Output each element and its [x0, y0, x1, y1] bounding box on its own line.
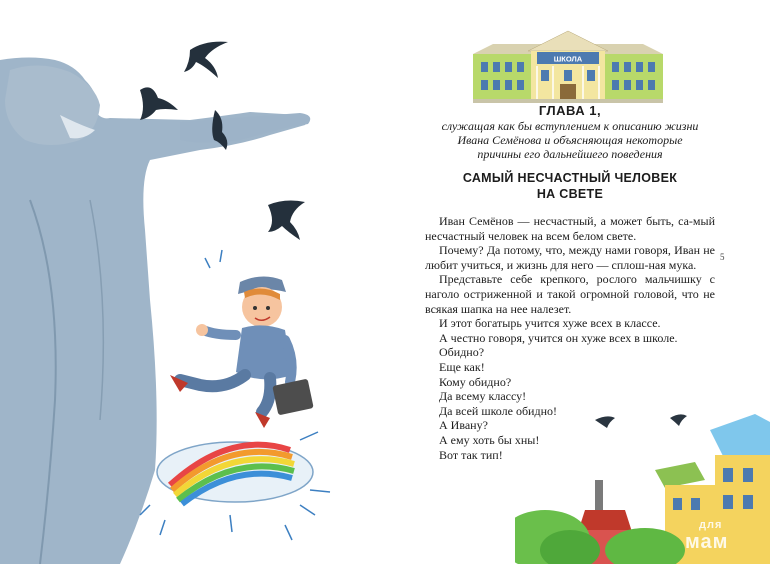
swallow-birds-small — [595, 414, 687, 428]
story-title-line: НА СВЕТЕ — [536, 187, 604, 201]
chapter-subtitle — [395, 119, 745, 161]
watermark-logo — [685, 520, 728, 554]
boy-figure — [170, 276, 314, 428]
paragraph: Вот так тип! — [439, 447, 503, 462]
story-title — [395, 170, 745, 202]
paragraph: А Ивану? — [439, 418, 488, 433]
town-houses-illustration — [515, 400, 770, 564]
chapter-heading: ГЛАВА 1, — [538, 103, 602, 118]
paragraph: Еще как! — [439, 359, 485, 374]
page-number: 5 — [720, 252, 725, 262]
paragraph: А честно говоря, учится он хуже всех в школе. — [439, 330, 678, 345]
paragraph: Да всей школе обидно! — [439, 403, 557, 418]
paragraph: Иван Семёнов — несчастный, а может быть, са-мый несчастный человек на всем белом свете. — [425, 214, 715, 243]
chapter-subtitle-line: Ивана Семёнова и объясняющая некоторые — [457, 133, 683, 147]
school-building-illustration — [473, 26, 663, 106]
paragraph: И этот богатырь учится хуже всех в классе. — [439, 316, 661, 331]
watermark-bottom: мам — [685, 531, 729, 553]
paragraph: Да всему классу! — [439, 389, 527, 404]
school-bag — [272, 379, 313, 416]
chapter-subtitle-line: причины его дальнейшего поведения — [477, 147, 663, 161]
chapter-subtitle-line: служащая как бы вступлением к описанию жизни — [441, 119, 699, 133]
right-page-text — [385, 0, 770, 564]
paragraph: Представьте себе крепкого, рослого мальчишку с наголо остриженной и такой огромной головой, что не всякая шапка на нее налезет. — [425, 272, 715, 316]
paragraph: Почему? Да потому, что, между нами говоря, Иван не любит учиться, и жизнь для него — сплош-ная мука. — [425, 243, 715, 272]
watermark-top: для — [699, 519, 723, 531]
story-title-line: САМЫЙ НЕСЧАСТНЫЙ ЧЕЛОВЕК — [462, 171, 678, 185]
paragraph: Обидно? — [439, 345, 485, 360]
paragraph: Кому обидно? — [439, 374, 512, 389]
paragraph: А ему хоть бы хны! — [439, 432, 540, 447]
school-sign-text: ШКОЛА — [553, 54, 583, 64]
